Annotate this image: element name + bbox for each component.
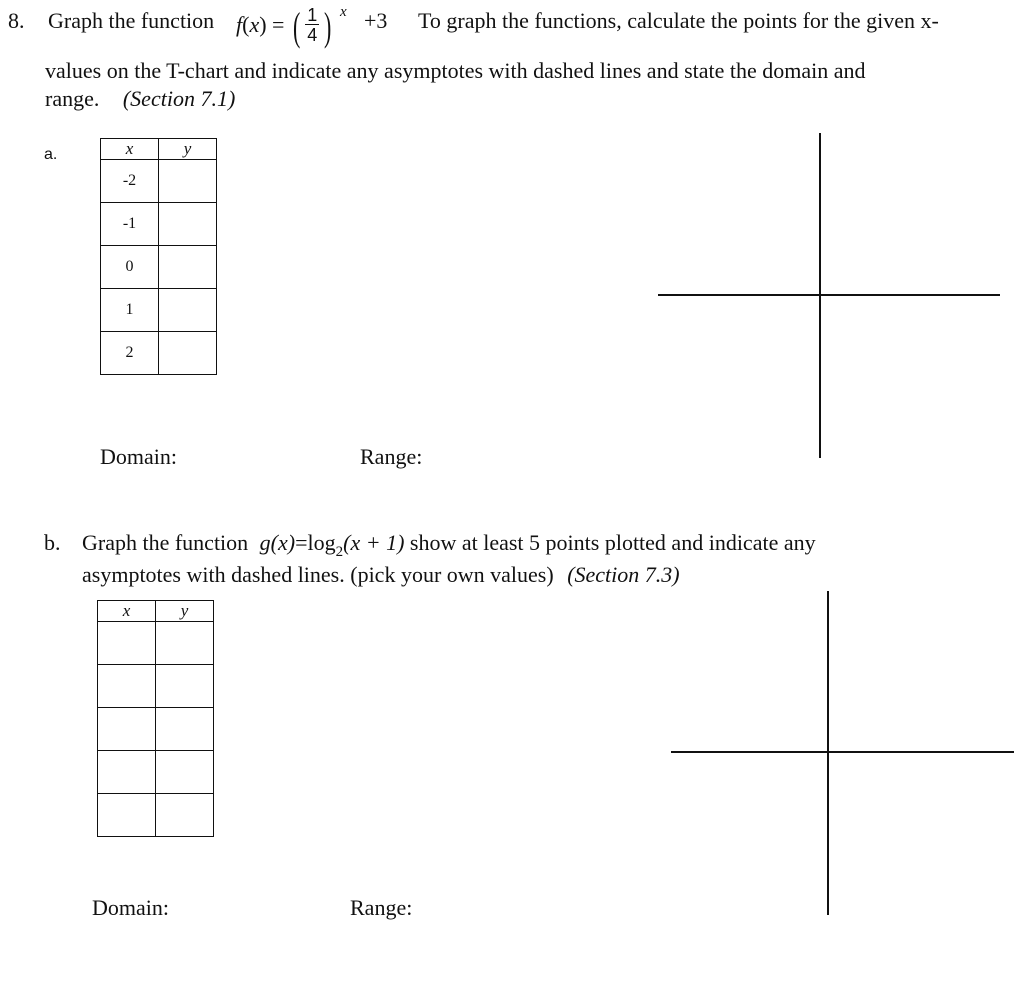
equals-sign: = — [272, 12, 285, 37]
part-b-instruction: show at least 5 points plotted and indicate any — [409, 530, 816, 555]
header-y: y — [159, 139, 217, 160]
table-row — [98, 665, 214, 708]
function-var: x — [249, 12, 260, 37]
y-cell[interactable] — [159, 289, 217, 332]
header-y: y — [156, 601, 214, 622]
log-argument: (x + 1) — [343, 530, 405, 555]
part-b-x-axis — [671, 751, 1014, 753]
fraction-numerator: 1 — [307, 8, 318, 26]
log-base: 2 — [335, 544, 344, 560]
y-cell[interactable] — [156, 794, 214, 837]
equals-sign: = — [295, 530, 308, 555]
x-cell[interactable] — [98, 751, 156, 794]
y-cell[interactable] — [156, 622, 214, 665]
x-cell[interactable] — [98, 794, 156, 837]
y-cell[interactable] — [156, 665, 214, 708]
problem-intro: Graph the function — [48, 8, 215, 33]
table-row — [101, 289, 217, 332]
right-paren: ) — [324, 3, 332, 49]
y-cell[interactable] — [159, 203, 217, 246]
y-cell[interactable] — [156, 751, 214, 794]
x-cell[interactable] — [98, 665, 156, 708]
header-x: x — [101, 139, 159, 160]
part-b-domain-label: Domain: — [92, 895, 169, 920]
x-cell: 1 — [101, 289, 159, 332]
exponent-x: x — [340, 4, 347, 20]
function-g: g(x) — [259, 530, 296, 555]
table-row — [101, 332, 217, 375]
part-a-t-chart — [100, 138, 217, 375]
x-cell: 0 — [101, 246, 159, 289]
fraction-one-quarter — [305, 8, 319, 45]
section-ref-7-1: (Section 7.1) — [122, 86, 236, 111]
header-x: x — [98, 601, 156, 622]
fraction-denominator: 4 — [307, 25, 318, 46]
x-cell: -1 — [101, 203, 159, 246]
part-a-x-axis — [658, 294, 1000, 296]
log-word: log — [307, 530, 336, 555]
part-b-line-1 — [82, 530, 816, 560]
part-b-line-2-text: asymptotes with dashed lines. (pick your own values) — [82, 562, 554, 587]
part-a-domain-label: Domain: — [100, 444, 177, 469]
y-cell[interactable] — [159, 246, 217, 289]
table-row — [98, 794, 214, 837]
plus-three: +3 — [364, 8, 388, 33]
t-chart-header — [101, 139, 217, 160]
part-b-label: b. — [44, 530, 61, 555]
instruction-line-2: values on the T-chart and indicate any asymptotes with dashed lines and state the domain and — [45, 58, 866, 83]
y-cell[interactable] — [159, 332, 217, 375]
function-name: f — [236, 12, 243, 37]
part-b-line-2 — [82, 562, 680, 588]
instruction-line-1: To graph the functions, calculate the points for the given x- — [418, 8, 939, 33]
part-b-t-chart — [97, 600, 214, 837]
table-row — [101, 160, 217, 203]
table-row — [98, 708, 214, 751]
section-ref-7-3: (Section 7.3) — [567, 562, 680, 587]
table-row — [98, 622, 214, 665]
instruction-line-3 — [45, 86, 235, 112]
part-b-range-label: Range: — [350, 895, 413, 920]
table-row — [98, 751, 214, 794]
y-cell[interactable] — [159, 160, 217, 203]
function-f-expression: f(x) = ( $\frac{1}{4}$ ) — [236, 3, 332, 49]
table-row — [101, 203, 217, 246]
part-b-intro: Graph the function — [82, 530, 249, 555]
part-a-label: a. — [44, 146, 58, 163]
y-cell[interactable] — [156, 708, 214, 751]
instruction-range-word: range. — [45, 86, 100, 111]
x-cell: -2 — [101, 160, 159, 203]
x-cell[interactable] — [98, 622, 156, 665]
x-cell[interactable] — [98, 708, 156, 751]
table-row — [101, 246, 217, 289]
left-paren: ( — [292, 3, 301, 49]
problem-number: 8. — [8, 8, 25, 33]
part-b-y-axis — [827, 591, 829, 915]
part-a-range-label: Range: — [360, 444, 423, 469]
t-chart-header — [98, 601, 214, 622]
x-cell: 2 — [101, 332, 159, 375]
